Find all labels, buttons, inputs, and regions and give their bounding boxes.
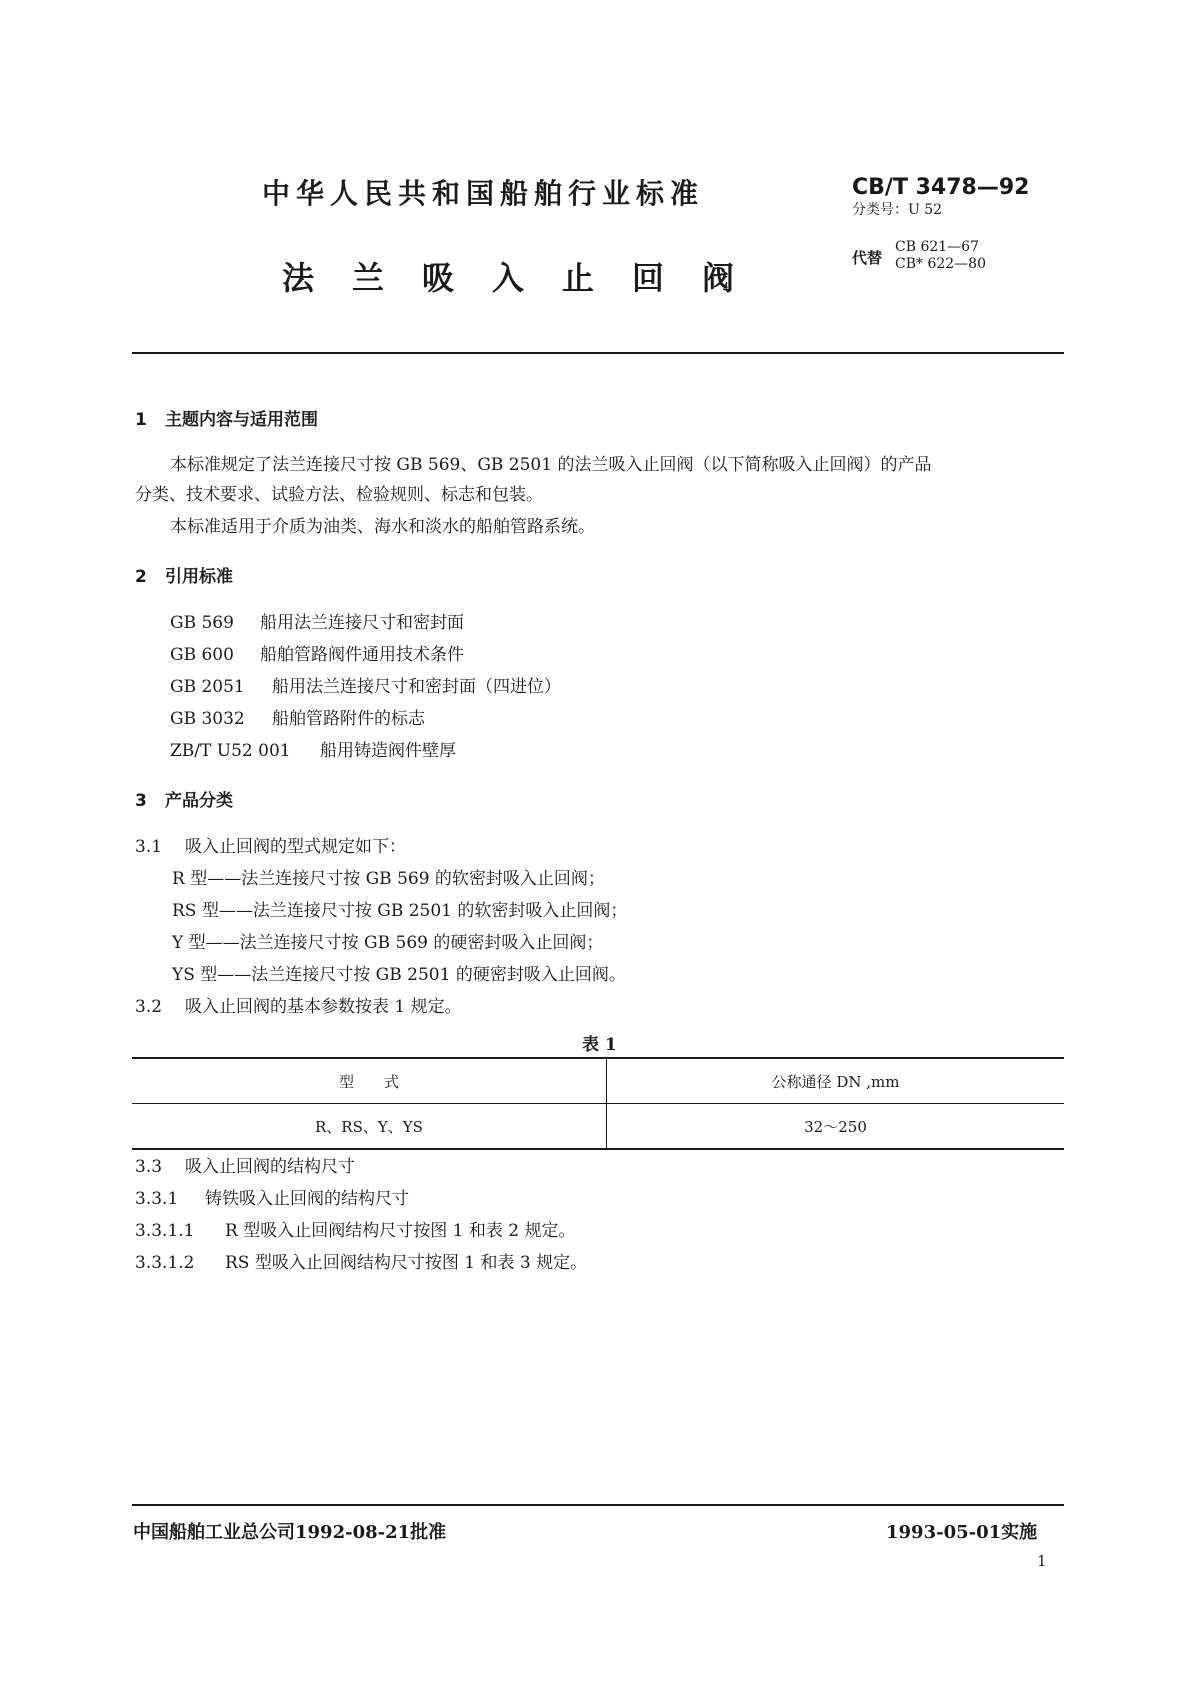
clause-number: 3.3 xyxy=(135,1157,163,1177)
clause-text: R 型吸入止回阀结构尺寸按图 1 和表 2 规定。 xyxy=(225,1221,576,1241)
section-1-title: 主题内容与适用范围 xyxy=(165,410,318,430)
clause-3-2 xyxy=(135,992,462,1017)
type-definition: Y 型——法兰连接尺寸按 GB 569 的硬密封吸入止回阀； xyxy=(172,933,604,953)
clause-text: 吸入止回阀的型式规定如下： xyxy=(185,837,406,857)
replaces-label: 代替 xyxy=(852,249,883,267)
type-definition: R 型——法兰连接尺寸按 GB 569 的软密封吸入止回阀； xyxy=(172,869,605,889)
section-2-heading xyxy=(135,562,233,587)
table-cell-type: R、RS、Y、YS xyxy=(132,1104,607,1150)
clause-3-3-1-1 xyxy=(135,1216,575,1241)
clause-3-3-1 xyxy=(135,1184,409,1209)
effective-date: 1993-05-01实施 xyxy=(886,1522,1038,1543)
replaced-standard-2: CB* 622—80 xyxy=(895,256,986,272)
section-1-para-2: 本标准适用于介质为油类、海水和淡水的船舶管路系统。 xyxy=(170,517,595,537)
reference-title: 船用铸造阀件壁厚 xyxy=(320,741,456,761)
clause-3-1 xyxy=(135,832,406,857)
table-1-caption: 表 1 xyxy=(582,1035,617,1055)
footer-rule xyxy=(132,1504,1064,1506)
clause-3-3 xyxy=(135,1152,355,1177)
header-rule xyxy=(132,352,1064,354)
clause-number: 3.3.1.2 xyxy=(135,1253,195,1273)
table-1 xyxy=(132,1057,1064,1150)
reference-item xyxy=(170,672,561,697)
section-3-title: 产品分类 xyxy=(165,791,233,811)
clause-number: 3.2 xyxy=(135,997,163,1017)
table-row xyxy=(132,1104,1064,1150)
reference-item xyxy=(170,608,464,633)
clause-text: 铸铁吸入止回阀的结构尺寸 xyxy=(205,1189,409,1209)
standard-code: CB/T 3478—92 xyxy=(852,175,1030,200)
reference-title: 船用法兰连接尺寸和密封面（四进位） xyxy=(272,677,561,697)
clause-number: 3.3.1 xyxy=(135,1189,179,1209)
reference-title: 船用法兰连接尺寸和密封面 xyxy=(260,613,464,633)
section-2-title: 引用标准 xyxy=(165,567,233,587)
reference-code: ZB/T U52 001 xyxy=(170,741,291,761)
section-3-heading xyxy=(135,786,233,811)
page-number: 1 xyxy=(1037,1552,1047,1570)
section-1-para-1-line-1: 本标准规定了法兰连接尺寸按 GB 569、GB 2501 的法兰吸入止回阀（以下简称吸入止回阀）的产品 xyxy=(170,455,932,475)
section-1-para-1-line-2: 分类、技术要求、试验方法、检验规则、标志和包装。 xyxy=(135,485,543,505)
section-1-number: 1 xyxy=(135,410,147,430)
type-definition: YS 型——法兰连接尺寸按 GB 2501 的硬密封吸入止回阀。 xyxy=(172,965,626,985)
reference-code: GB 3032 xyxy=(170,709,245,729)
table-header-dn: 公称通径 DN ,mm xyxy=(607,1058,1065,1104)
type-definition: RS 型——法兰连接尺寸按 GB 2501 的软密封吸入止回阀； xyxy=(172,901,628,921)
reference-code: GB 600 xyxy=(170,645,234,665)
clause-text: 吸入止回阀的结构尺寸 xyxy=(185,1157,355,1177)
section-1-heading xyxy=(135,405,318,430)
reference-code: GB 2051 xyxy=(170,677,245,697)
clause-text: RS 型吸入止回阀结构尺寸按图 1 和表 3 规定。 xyxy=(225,1253,588,1273)
table-header-row xyxy=(132,1058,1064,1104)
reference-item xyxy=(170,704,425,729)
table-cell-dn: 32～250 xyxy=(607,1104,1065,1150)
reference-item xyxy=(170,640,464,665)
document-title: 法兰吸入止回阀 xyxy=(282,259,773,297)
reference-title: 船舶管路阀件通用技术条件 xyxy=(260,645,464,665)
clause-number: 3.3.1.1 xyxy=(135,1221,195,1241)
clause-text: 吸入止回阀的基本参数按表 1 规定。 xyxy=(185,997,462,1017)
reference-title: 船舶管路附件的标志 xyxy=(272,709,425,729)
replaced-standard-1: CB 621—67 xyxy=(895,239,979,255)
table-header-type: 型 式 xyxy=(132,1058,607,1104)
classification-number: 分类号：U 52 xyxy=(852,202,943,218)
clause-3-3-1-2 xyxy=(135,1248,587,1273)
reference-code: GB 569 xyxy=(170,613,234,633)
reference-item xyxy=(170,736,456,761)
section-2-number: 2 xyxy=(135,567,147,587)
section-3-number: 3 xyxy=(135,791,147,811)
clause-number: 3.1 xyxy=(135,837,163,857)
industry-standard-title: 中华人民共和国船舶行业标准 xyxy=(262,177,705,210)
approval-line: 中国船舶工业总公司1992-08-21批准 xyxy=(133,1522,447,1543)
